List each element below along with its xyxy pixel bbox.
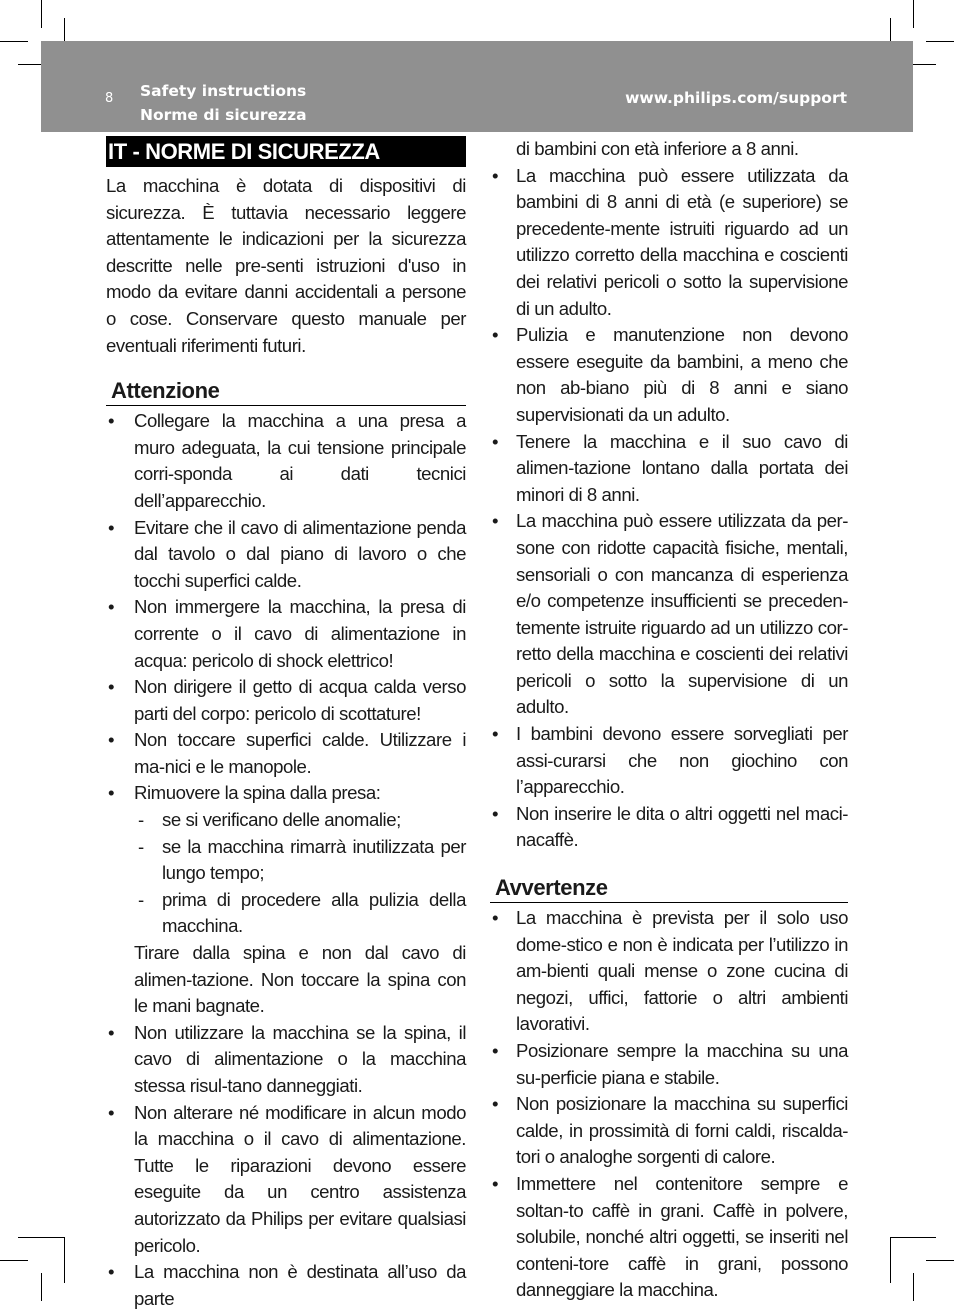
list-item: • I bambini devono essere sorvegliati per assi-curarsi che non giochino con l’apparecchio. [490,721,848,801]
sub-list-item: - se si verificano delle anomalie; [134,807,466,834]
list-item: • Non toccare superfici calde. Utilizzare i ma-nici e le manopole. [106,727,466,780]
list-item: • La macchina è prevista per il solo uso dome-stico e non è indicata per l’utilizzo in am-bienti quali mense o zone cucina di negozi, uffici, fattorie o altri ambienti lavorativi. [490,905,848,1038]
attenzione-list-continued [490,163,848,854]
list-item: • Non alterare né modificare in alcun modo la macchina o il cavo di alimentazione. Tutte le riparazioni devono essere eseguite da un centro assistenza autorizzato da Philips per evitare qualsiasi pericolo. [106,1100,466,1260]
header-title-en: Safety instructions [140,82,307,100]
list-item: • Non posizionare la macchina su superfici calde, in prossimità di forni caldi, riscalda-tori o analoghe sorgenti di calore. [490,1091,848,1171]
list-item [106,780,466,1019]
sub-list-item: - prima di procedere alla pulizia della macchina. [134,887,466,940]
list-item: • Tenere la macchina e il suo cavo di alimen-tazione lontano dalla portata dei minori di 8 anni. [490,429,848,509]
left-column [106,136,466,1312]
crop-mark [913,0,914,28]
list-item: • Non utilizzare la macchina se la spina, il cavo di alimentazione o la macchina stessa risul-tano danneggiati. [106,1020,466,1100]
list-item: • Non inserire le dita o altri oggetti nel maci-nacaffè. [490,801,848,854]
crop-mark [926,41,954,42]
crop-mark [913,1273,914,1301]
crop-mark [0,1260,28,1261]
crop-mark [0,41,28,42]
attenzione-heading: Attenzione [106,377,466,406]
crop-mark [41,1273,42,1301]
list-item: • Collegare la macchina a una presa a muro adeguata, la cui tensione principale corri-sponda ai dati tecnici dell’apparecchio. [106,408,466,514]
sub-list-item: - se la macchina rimarrà inutilizzata per lungo tempo; [134,834,466,887]
intro-paragraph: La macchina è dotata di dispositivi di sicurezza. È tuttavia necessario leggere attentamente le indicazioni per la sicurezza descritte nelle pre-senti istruzioni d'uso in modo da evitare danni accidentali a persone o cose. Conservare questo manuale per eventuali riferimenti futuri. [106,175,466,356]
list-item: • La macchina può essere utilizzata da bambini di 8 anni di età (e superiore) se precedente-mente istruiti riguardo ad un utilizzo corretto della macchina e coscienti dei relativi pericoli o sotto la supervisione di un adulto. [490,163,848,323]
header-title [140,79,307,127]
list-item: • Non dirigere il getto di acqua calda verso parti del corpo: pericolo di scottature! [106,674,466,727]
list-item: • La macchina può essere utilizzata da per-sone con ridotte capacità fisiche, mentali, sensoriali o con mancanza di esperienza e/o competenze insufficienti se preceden-temente istruite riguardo ad un utilizzo cor-retto della macchina e coscienti dei relativi pericoli o sotto la supervisione di un adulto. [490,508,848,721]
sub-list [134,807,466,940]
list-item-text: Rimuovere la spina dalla presa: [134,782,381,804]
list-item: • Posizionare sempre la macchina su una su-perficie piana e stabile. [490,1038,848,1091]
avvertenze-list [490,905,848,1304]
list-item: • Pulizia e manutenzione non devono essere eseguite da bambini, a meno che non ab-biano più di 8 anni e siano supervisionati da un adulto. [490,322,848,428]
header-title-it: Norme di sicurezza [140,106,307,124]
crop-mark [18,1237,64,1238]
crop-mark [64,1237,65,1283]
crop-mark [926,1260,954,1261]
list-item: • Evitare che il cavo di alimentazione penda dal tavolo o dal piano di lavoro o che tocchi superfici calde. [106,515,466,595]
page-header [41,41,913,132]
sub-note: Tirare dalla spina e non dal cavo di alimen-tazione. Non toccare la spina con le mani bagnate. [134,942,466,1017]
section-title: IT - NORME DI SICUREZZA [106,136,466,167]
right-column [490,136,848,1304]
avvertenze-heading: Avvertenze [490,874,848,903]
page-number: 8 [105,91,114,106]
list-item: • Non immergere la macchina, la presa di corrente o il cavo di alimentazione in acqua: pericolo di shock elettrico! [106,594,466,674]
crop-mark [890,1237,936,1238]
list-item: • Immettere nel contenitore sempre e soltan-to caffè in grani. Caffè in polvere, solubile, nonché altri oggetti, se inseriti nel conteni-tore caffè in grani, possono danneggiare la macchina. [490,1171,848,1304]
attenzione-list [106,408,466,1312]
list-item-continuation: di bambini con età inferiore a 8 anni. [516,138,799,159]
support-url[interactable]: www.philips.com/support [625,89,847,107]
crop-mark [890,1237,891,1283]
list-item: • La macchina non è destinata all’uso da parte [106,1259,466,1312]
crop-mark [41,0,42,28]
